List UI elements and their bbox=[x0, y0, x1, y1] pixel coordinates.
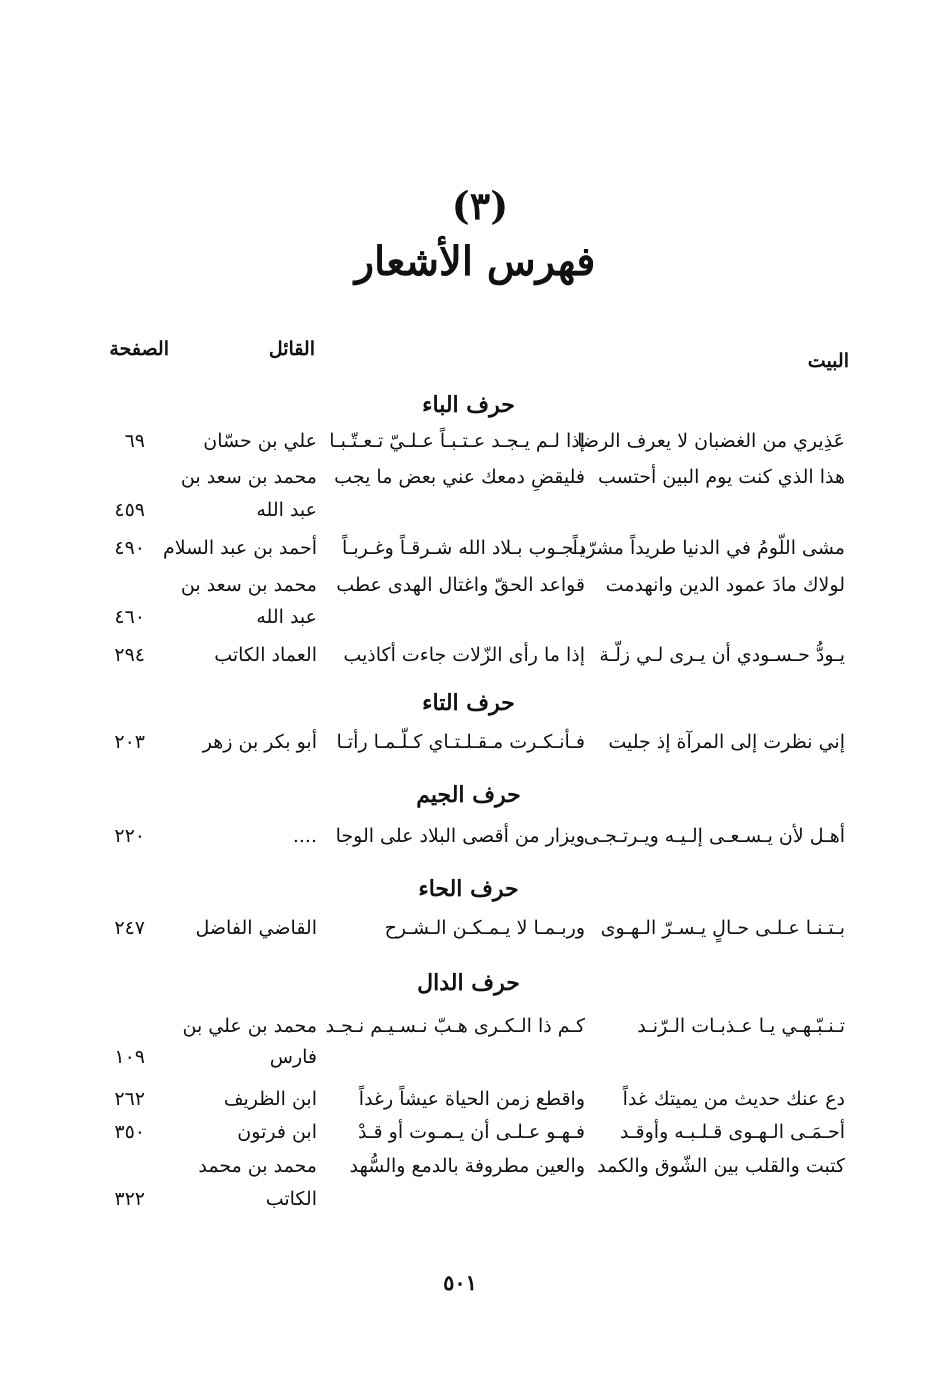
page-number: ٢٠٣ bbox=[114, 731, 145, 753]
verse-second-hemistich: كـم ذا الـكـرى هـبّ نـسـيـم نـجـد bbox=[325, 1015, 585, 1037]
verse-first-hemistich: عَذِيري من الغضبان لا يعرف الرضا bbox=[577, 430, 845, 452]
table-row bbox=[0, 1046, 937, 1080]
page-number: ٢٦٢ bbox=[114, 1088, 145, 1110]
column-header-poet: القائل bbox=[268, 338, 315, 360]
table-row bbox=[0, 1155, 937, 1189]
poet-name: علي بن حسّان bbox=[203, 430, 317, 452]
verse-second-hemistich: يـجـوب بـلاد الله شـرقـاً وغـربـاً bbox=[342, 537, 585, 559]
section-number: (٣) bbox=[451, 183, 509, 228]
verse-second-hemistich: واقطع زمن الحياة عيشاً رغداً bbox=[358, 1088, 585, 1110]
verse-first-hemistich: كتبت والقلب بين الشّوق والكمد bbox=[597, 1155, 845, 1177]
poet-name: محمد بن سعد بن bbox=[180, 466, 317, 488]
table-row bbox=[0, 466, 937, 500]
table-row bbox=[0, 1015, 937, 1049]
table-row bbox=[0, 606, 937, 640]
column-header-page: الصفحة bbox=[109, 338, 169, 360]
page-number: ٣٥٠ bbox=[114, 1121, 145, 1143]
verse-second-hemistich: ويزار من أقصى البلاد على الوجا bbox=[335, 825, 585, 847]
verse-second-hemistich: فليقضِ دمعك عني بعض ما يجب bbox=[334, 466, 585, 488]
table-row bbox=[0, 499, 937, 533]
verse-second-hemistich: وربـمـا لا يـمـكـن الـشـرح bbox=[384, 917, 585, 939]
verse-first-hemistich: أحـمَـى الـهـوى قـلـبـه وأوقـد bbox=[620, 1121, 845, 1143]
letter-heading-jim: حرف الجيم bbox=[416, 782, 521, 808]
page-number: ٢٤٧ bbox=[114, 917, 145, 939]
poet-name: الكاتب bbox=[265, 1188, 317, 1210]
page-number: ٦٩ bbox=[124, 430, 145, 452]
poet-name: أحمد بن عبد السلام bbox=[162, 537, 317, 559]
poet-name: .... bbox=[292, 825, 317, 847]
letter-heading-ha: حرف الحاء bbox=[418, 876, 519, 902]
verse-second-hemistich: والعين مطروفة بالدمع والسُّهد bbox=[349, 1155, 585, 1177]
poet-name: عبد الله bbox=[256, 499, 317, 521]
table-row bbox=[0, 917, 937, 951]
verse-first-hemistich: تـنـبّـهـي يـا عـذبـات الـرّنـد bbox=[637, 1015, 845, 1037]
footer-page-number: ٥٠١ bbox=[443, 1270, 477, 1295]
table-row bbox=[0, 1188, 937, 1222]
poet-name: العماد الكاتب bbox=[214, 644, 317, 666]
verse-first-hemistich: بـتـنـا عـلـى حـالٍ يـسـرّ الـهـوى bbox=[600, 917, 845, 939]
verse-first-hemistich: لولاك مادَ عمود الدين وانهدمت bbox=[605, 574, 845, 596]
poet-name: ابن الظريف bbox=[223, 1088, 317, 1110]
page-number: ٤٩٠ bbox=[114, 537, 145, 559]
verse-first-hemistich: دع عنك حديث من يميتك غداً bbox=[622, 1088, 845, 1110]
page-number: ٤٦٠ bbox=[114, 606, 145, 628]
letter-heading-dal: حرف الدال bbox=[417, 970, 520, 996]
page-number: ٤٥٩ bbox=[114, 499, 145, 521]
verse-second-hemistich: فـهـو عـلـى أن يـمـوت أو قـدْ bbox=[358, 1121, 585, 1143]
verse-first-hemistich: هذا الذي كنت يوم البين أحتسب bbox=[597, 466, 845, 488]
verse-second-hemistich: قواعد الحقّ واغتال الهدى عطب bbox=[336, 574, 585, 596]
poet-name: أبو بكر بن زهر bbox=[202, 731, 317, 753]
table-row bbox=[0, 537, 937, 571]
poet-name: محمد بن محمد bbox=[198, 1155, 317, 1177]
verse-first-hemistich: أهـل لأن يـسـعـى إلـيـه ويـرتـجـى bbox=[583, 825, 845, 847]
page-title: فهرس الأشعار bbox=[354, 238, 596, 285]
page-number: ٢٢٠ bbox=[114, 825, 145, 847]
poet-name: فارس bbox=[269, 1046, 317, 1068]
verse-second-hemistich: إذا ما رأى الزّلات جاءت أكاذيب bbox=[343, 644, 585, 666]
table-row bbox=[0, 1121, 937, 1155]
column-header-verse: البيت bbox=[807, 350, 849, 372]
table-row bbox=[0, 731, 937, 765]
poet-name: عبد الله bbox=[256, 606, 317, 628]
verse-first-hemistich: يـودُّ حـسـودي أن يـرى لـي زلّـة bbox=[599, 644, 845, 666]
table-row bbox=[0, 644, 937, 678]
poet-name: محمد بن علي بن bbox=[182, 1015, 317, 1037]
verse-second-hemistich: فـأنـكـرت مـقـلـتـاي كـلّـمـا رأتـا bbox=[336, 731, 585, 753]
page-number: ١٠٩ bbox=[114, 1046, 145, 1068]
table-row bbox=[0, 574, 937, 608]
letter-heading-ba: حرف الباء bbox=[422, 392, 515, 418]
verse-second-hemistich: إذا لـم يـجـد عـتـبـاً عـلـيّ تـعـتّـبـا bbox=[329, 430, 585, 452]
poet-name: محمد بن سعد بن bbox=[180, 574, 317, 596]
page-number: ٣٢٢ bbox=[114, 1188, 145, 1210]
poet-name: القاضي الفاضل bbox=[195, 917, 317, 939]
letter-heading-ta: حرف التاء bbox=[422, 690, 515, 716]
table-row bbox=[0, 430, 937, 464]
poet-name: ابن فرتون bbox=[237, 1121, 317, 1143]
table-row bbox=[0, 825, 937, 859]
table-row bbox=[0, 1088, 937, 1122]
verse-first-hemistich: مشى اللّومُ في الدنيا طريداً مشرّداً bbox=[572, 537, 845, 559]
verse-first-hemistich: إني نظرت إلى المرآة إذ جليت bbox=[608, 731, 845, 753]
page-number: ٢٩٤ bbox=[114, 644, 145, 666]
